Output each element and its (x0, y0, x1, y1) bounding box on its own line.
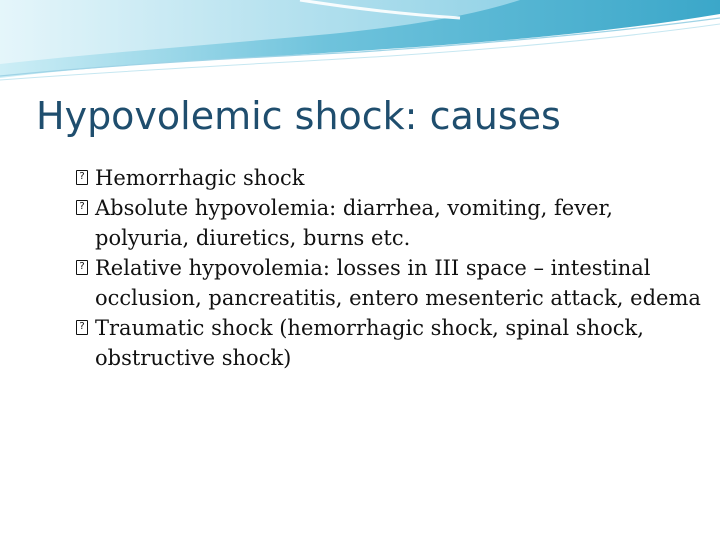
slide-title: Hypovolemic shock: causes (36, 94, 561, 138)
missing-glyph-icon (76, 200, 88, 215)
bullet-list (76, 163, 706, 373)
missing-glyph-icon (76, 260, 88, 275)
bullet-text: Hemorrhagic shock (95, 166, 305, 190)
bullet-item (76, 163, 706, 193)
missing-glyph-icon (76, 170, 88, 185)
missing-glyph-icon (76, 320, 88, 335)
bullet-item (76, 253, 706, 313)
bullet-item (76, 193, 706, 253)
bullet-item (76, 313, 706, 373)
header-wave-decoration (0, 0, 720, 90)
bullet-text: Absolute hypovolemia: diarrhea, vomiting, fever, polyuria, diuretics, burns etc. (95, 196, 613, 250)
bullet-text: Relative hypovolemia: losses in III space – intestinal occlusion, pancreatitis, entero mesenteric attack, edema (95, 256, 701, 310)
bullet-text: Traumatic shock (hemorrhagic shock, spinal shock, obstructive shock) (95, 316, 644, 370)
